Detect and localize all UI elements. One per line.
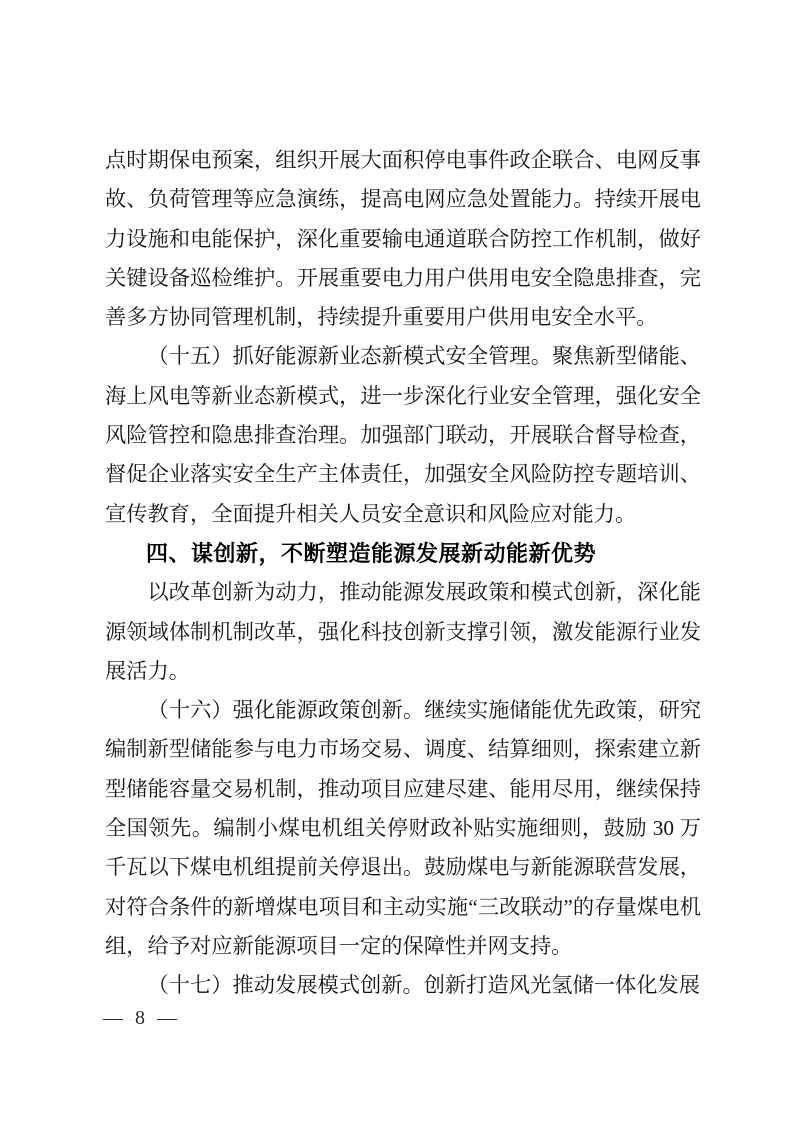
item-16-lead: （十六）强化能源政策创新。 — [147, 698, 425, 723]
item-15-text: 聚焦新型储能、海上风电等新业态新模式，进一步深化行业安全管理，强化安全风险管控和隐患排查治理。加强部门联动，开展联合督导检查，督促企业落实安全生产主体责任，加强安全风险防控专题培训、宣传教育，全面提升相关人员安全意识和风险应对能力。 — [105, 344, 701, 526]
document-text-block — [105, 141, 701, 1006]
paragraph-item-17 — [105, 966, 701, 1005]
item-16-text: 继续实施储能优先政策，研究编制新型储能参与电力市场交易、调度、结算细则，探索建立新型储能容量交易机制，推动项目应建尽建、能用尽用，继续保持全国领先。编制小煤电机组关停财政补贴实施细则，鼓励 30 万千瓦以下煤电机组提前关停退出。鼓励煤电与新能源联营发展，对符合条件的新增煤电项目和主动实施“三改联动”的存量煤电机组，给予对应新能源项目一定的保障性并网支持。 — [105, 698, 701, 958]
paragraph-section-intro: 以改革创新为动力，推动能源发展政策和模式创新，深化能源领域体制机制改革，强化科技创新支撑引领，激发能源行业发展活力。 — [105, 580, 701, 683]
paragraph-item-16 — [105, 691, 701, 966]
item-15-lead: （十五）抓好能源新业态新模式安全管理。 — [147, 344, 552, 369]
page-number: — 8 — — [103, 1007, 177, 1029]
paragraph-continuation: 点时期保电预案，组织开展大面积停电事件政企联合、电网反事故、负荷管理等应急演练，提高电网应急处置能力。持续开展电力设施和电能保护，深化重要输电通道联合防控工作机制，做好关键设备巡检维护。开展重要电力用户供用电安全隐患排查，完善多方协同管理机制，持续提升重要用户供用电安全水平。 — [105, 148, 701, 330]
item-17-lead: （十七）推动发展模式创新。 — [147, 973, 424, 998]
item-17-text: 创新打造风光氢储一体化发展 — [423, 973, 701, 998]
paragraph-item-15 — [105, 337, 701, 533]
section-heading-four: 四、谋创新，不断塑造能源发展新动能新优势 — [146, 540, 597, 566]
